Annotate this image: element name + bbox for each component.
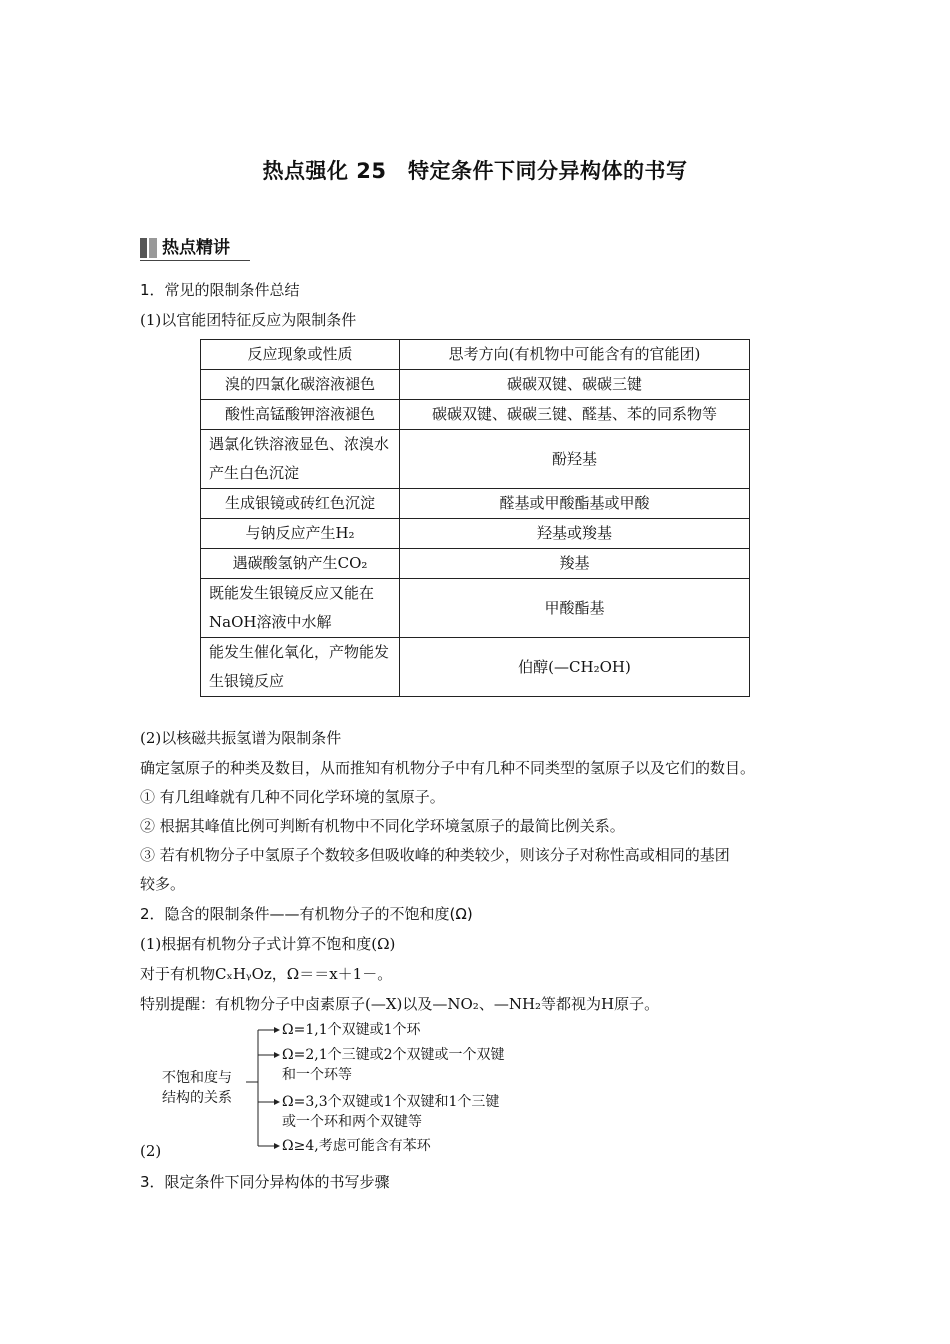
conditions-table <box>200 339 750 697</box>
table-cell: 碳碳双键、碳碳三键、醛基、苯的同系物等 <box>400 400 750 430</box>
subheading-1-1: (1)以官能团特征反应为限制条件 <box>140 311 357 329</box>
table-row <box>201 549 750 579</box>
table-cell: 与钠反应产生H₂ <box>201 519 400 549</box>
table-row <box>201 489 750 519</box>
table-cell: 生成银镜或砖红色沉淀 <box>201 489 400 519</box>
heading-3: 3．限定条件下同分异构体的书写步骤 <box>140 1173 390 1191</box>
left-label-line: 结构的关系 <box>162 1090 232 1106</box>
table-cell: 遇氯化铁溶液显色、浓溴水产生白色沉淀 <box>201 430 400 489</box>
table-header-row <box>201 340 750 370</box>
heading-2: 2．隐含的限制条件——有机物分子的不饱和度(Ω) <box>140 905 473 923</box>
nmr-point: ② 根据其峰值比例可判断有机物中不同化学环境氢原子的最简比例关系。 <box>140 817 625 835</box>
table-row <box>201 370 750 400</box>
left-label-line: 不饱和度与 <box>162 1070 232 1086</box>
heading-1: 1．常见的限制条件总结 <box>140 281 300 299</box>
table-row <box>201 430 750 489</box>
table-cell: 溴的四氯化碳溶液褪色 <box>201 370 400 400</box>
header-cell: 思考方向(有机物中可能含有的官能团) <box>400 340 750 370</box>
subheading-2-1: (1)根据有机物分子式计算不饱和度(Ω) <box>140 935 396 953</box>
table-cell: 羧基 <box>400 549 750 579</box>
table-cell: 伯醇(—CH₂OH) <box>400 638 750 697</box>
page-title: 热点强化 25 特定条件下同分异构体的书写 <box>262 159 688 183</box>
table-cell: 醛基或甲酸酯基或甲酸 <box>400 489 750 519</box>
branch-omega-2: Ω=2,1个三键或2个双键或一个双键 <box>282 1047 505 1063</box>
branch-omega-1: Ω=1,1个双键或1个环 <box>282 1022 421 1038</box>
nmr-point: ① 有几组峰就有几种不同化学环境的氢原子。 <box>140 788 445 806</box>
table-cell: 既能发生银镜反应又能在NaOH溶液中水解 <box>201 579 400 638</box>
subheading-1-2: (2)以核磁共振氢谱为限制条件 <box>140 729 342 747</box>
formula-line: 对于有机物CₓHᵧOz，Ω＝＝x＋1－。 <box>140 965 393 983</box>
table-cell: 羟基或羧基 <box>400 519 750 549</box>
branch-omega-3: Ω=3,3个双键或1个双键和1个三键 <box>282 1094 500 1110</box>
nmr-intro: 确定氢原子的种类及数目，从而推知有机物分子中有几种不同类型的氢原子以及它们的数目。 <box>140 759 756 777</box>
badge-underline <box>140 260 250 261</box>
table-row <box>201 400 750 430</box>
table-cell: 能发生催化氧化，产物能发生银镜反应 <box>201 638 400 697</box>
table-row <box>201 519 750 549</box>
badge-bar-dark <box>140 238 147 258</box>
table-cell: 酸性高锰酸钾溶液褪色 <box>201 400 400 430</box>
table-row <box>201 579 750 638</box>
table-row <box>201 638 750 697</box>
section-label: 热点精讲 <box>162 238 230 258</box>
section-badge <box>140 236 250 260</box>
branch-omega-2-cont: 和一个环等 <box>282 1067 352 1083</box>
table-cell: 甲酸酯基 <box>400 579 750 638</box>
diagram-left-label <box>162 1068 232 1108</box>
table-cell: 遇碳酸氢钠产生CO₂ <box>201 549 400 579</box>
table-cell: 碳碳双键、碳碳三键 <box>400 370 750 400</box>
subheading-2-2: (2) <box>140 1142 162 1160</box>
unsaturation-diagram <box>150 1018 570 1158</box>
header-cell: 反应现象或性质 <box>201 340 400 370</box>
nmr-point: 较多。 <box>140 875 186 893</box>
table-cell: 酚羟基 <box>400 430 750 489</box>
branch-omega-4: Ω≥4,考虑可能含有苯环 <box>282 1138 431 1154</box>
tip-line: 特别提醒：有机物分子中卤素原子(—X)以及—NO₂、—NH₂等都视为H原子。 <box>140 995 660 1013</box>
badge-bar-light <box>149 238 157 258</box>
branch-omega-3-cont: 或一个环和两个双键等 <box>282 1114 422 1130</box>
nmr-point: ③ 若有机物分子中氢原子个数较多但吸收峰的种类较少，则该分子对称性高或相同的基团 <box>140 846 730 864</box>
